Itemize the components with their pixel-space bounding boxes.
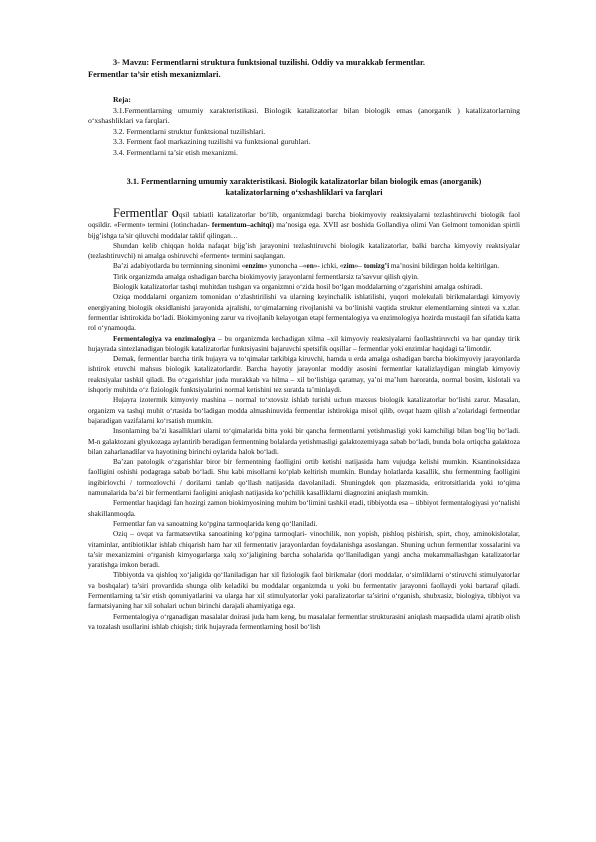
- paragraph: Insonlarning ba’zi kasalliklari ularni to‘qimalarida bitta yoki bir qancha fermentlarni yetishmasligi yoki kamchiligi bilan bog’liq bo‘ladi. M-n galaktozani glyukozaga aylantirib beradigan fermentning bolalarda yetishmasligi galaktozemiyaga sabab bo‘ladi, bunda bola ortiqcha galaktoza bilan zaharlanadilar va hayotining birinchi oylarida halok bo‘ladi.: [88, 427, 520, 456]
- paragraph: Oziq – ovqat va farmatsevtika sanoatining ko‘pgina tarmoqlari- vinochilik, non yopish, pishloq pishirish, spirt, choy, aminokislotalar, vitaminlar, antibiotiklar ishlab chiqarish ham har xil fermentativ jarayonlardan foydalanishga asoslangan. Shuning uchun fermentlar xossalarini va ta’sir mexanizmini o‘rganish kimyogarlarga xalq xo‘jaligining barcha sohalarida qo‘llaniladigan yangi ancha mukammallashgan katalizatorlar yaratishga imkon beradi.: [88, 530, 520, 570]
- topic-title-line-2: Fermentlar ta’sir etish mexanizmlari.: [88, 70, 221, 79]
- paragraph: Demak, fermentlar barcha tirik hujayra va to‘qimalar tarkibiga kiruvchi, hamda u erda amalga oshadigan barcha biokimyoviy jarayonlarda ishtirok etuvchi mahsus biologik katalizatorlardir. Barcha hayotiy jarayonlar moddiy asosini fermentlar katalizlaydigan minglab kimyoviy reaktsiyalar tashkil qiladi. Bu o‘zgarishlar juda murakkab va hilma – xil bo‘lishiga qaramay, ya’ni ma’lum haroratda, normal bosim, kislotali va ishqoriy muhitda o‘z fiziologik funktsiyalarini normal ketishini tez suratda ta’minlaydi.: [88, 355, 520, 395]
- paragraph: Fermentlar haqidagi fan hozirgi zamon biokimyosining muhim bo‘limini tashkil etadi, tibbiyotda esa – tibbiyot fermentalogiyasi yo‘nalishi shakillanmoqda.: [88, 499, 520, 518]
- paragraph-text: ) ma’nosiga ega. XVII asr boshida Gollandiya olimi Van Gelmont tomonidan spirtli bijg’ishga ta’sir qiluvchi moddalar taklif qilingan…: [88, 221, 520, 240]
- paragraph-text: qsil tabiatli katalizatorlar bo‘lib, organizmdagi barcha biokimyoviy reaktsiyalarni tezlashtiruvchi biologik faol oqsildir. «Ferment» termini (lotinchadan-: [88, 211, 520, 230]
- paragraph-text: – bu organizmda kechadigan xilma –xil kimyoviy reaktsiyalarni faollashtiruvchi va har qanday tirik hujayrada sintezlanadigan biologik katalizatorlar funktsiyasini bajaruvchi spetsifik oqsillar – fermentlar yoki enzimlar haqidagi ta’limotdir.: [88, 334, 520, 353]
- paragraph: Shundan kelib chiqqan holda nafaqat bijg’ish jarayonini tezlashtiruvchi biologik katalizatorlar, balki barcha kimyoviy reaktsiyalar (tezlashtiruvchi) ni amalga oshiruvchi «ferment» termini saqlangan.: [88, 241, 520, 261]
- bold-term: en: [306, 262, 314, 271]
- paragraph: Tibbiyotda va qishloq xo‘jaligida qo‘llaniladigan har xil fiziologik faol birikmalar (dori moddalar, o‘simliklarni o‘stiruvchi stimulyatorlar va boshqalar) ta’siri provardida shunga olib keladiki bu moddalar organizmda u yoki bu fermentativ jarayonni faollaydi yoki bartaraf qiladi. Fermentlarning ta’sir etish qonuniyatlarini va ularga har xil stimulyatorlar yoki paralizatorlar ta’sirini o‘rganish, shubxasiz, biologiya, tibbiyot va farmatsiyaning har xil sohalari uchun birinchi darajali ahamiyatiga ega.: [88, 571, 520, 611]
- paragraph: [88, 334, 520, 355]
- body-text: [88, 208, 520, 632]
- paragraph: Fermentalogiya o‘rganadigan masalalar doirasi juda ham keng, bu masalalar fermentlar strukturasini aniqlash maqsadida ularni ajratib olish va tozalash usullarini ishlab chiqish; tirik hujayrada fermentlarning hosil bo‘lish: [88, 612, 520, 631]
- paragraph: Hujayra izotermik kimyoviy mashina – normal to‘xtovsiz ishlab turishi uchun maxsus biologik katalizatorlar bo‘lishi zarur. Masalan, organizm va tashqi muhit o‘rtasida bo‘ladigan modda almashinuvida fermentlar ishtirokiga misol qilib, ovqat hazm qilish a’zolaridagi fermentlar bajaradigan vazifalarni ko‘rsatish mumkin.: [88, 396, 520, 425]
- plan-item: 3.1.Fermentlarning umumiy xarakteristikasi. Biologik katalizatorlar bilan biologik emas (anorganik ) katalizatorlarning o‘xshashliklari va farqlari.: [88, 105, 520, 126]
- bold-term: tomizg’i: [363, 262, 390, 271]
- section-title-line-2: katalizatorlarning o‘xshashliklari va farqlari: [225, 188, 383, 197]
- paragraph: [88, 261, 520, 271]
- section-title-line-1: 3.1. Fermentlarning umumiy xarakteristikasi. Biologik katalizatorlar bilan biologik emas (anorganik): [126, 177, 482, 186]
- topic-title: [88, 57, 518, 81]
- section-title: [88, 176, 520, 198]
- paragraph: Fermentlar fan va sanoatning ko‘pgina tarmoqlarida keng qo‘llaniladi.: [113, 519, 318, 528]
- bold-term: fermentum–achitqi: [211, 221, 272, 230]
- paragraph-text: »- ichki, «: [313, 262, 344, 271]
- paragraph-text: ma’nosini bildirgan holda keltirilgan.: [389, 262, 500, 271]
- plan-item: 3.4. Fermentlarni ta’sir etish mexanizmi.: [113, 147, 238, 157]
- bold-term: enzim: [245, 262, 264, 271]
- paragraph-text: »–: [354, 262, 364, 271]
- plan-item: 3.3. Ferment faol markazining tuzilishi va funktsional guruhlari.: [113, 137, 311, 147]
- paragraph-text: » yunoncha –«: [263, 262, 307, 271]
- bold-term: zim: [343, 262, 355, 271]
- paragraph: Biologik katalizatorlar tashqi muhitdan tushgan va organizmni o‘zida hosil bo‘lgan moddalarning o‘zgarishini amalga oshiradi.: [113, 283, 483, 292]
- paragraph: [88, 208, 520, 241]
- lead-letter: O: [171, 209, 179, 219]
- paragraph: Oziqa moddalarni organizm tomonidan o‘zlashtirilishi va ularning keyinchalik ishlatilishi, yuqori molekulali birikmalardagi kimyoviy energiyaning biologik oksidlanishi jarayonida ajralishi, to‘qimalarning rivojlanishi va bo‘linishi vaqtida struktur elementlarning sintezi va x.zlar. fermentlar ishtirokida bo‘ladi. Biokimyoning zarur va rivojlanib kelayotgan etapi fermentalogiya va enzimologiya hozirda mustaqil fan sifatida katta rol o‘ynamoqda.: [88, 293, 520, 333]
- plan-list: [88, 95, 520, 159]
- bold-term: Fermentalogiya va enzimalogiya: [113, 334, 216, 343]
- topic-title-line-1: 3- Mavzu: Fermentlarni struktura funktsional tuzilishi. Oddiy va murakkab fermentlar.: [113, 58, 425, 67]
- plan-item: 3.2. Fermentlarni struktur funktsional tuzilishlari.: [113, 126, 266, 136]
- paragraph-text: Ba’zi adabiyotlarda bu terminning sinonimi «: [113, 262, 246, 271]
- lead-word: Fermentlar: [113, 206, 168, 220]
- paragraph: Tirik organizmda amalga oshadigan barcha biokimyoviy jarayonlarni fermentlarsiz ta’savvur qilish qiyin.: [113, 272, 419, 281]
- plan-heading: Reja:: [113, 95, 131, 104]
- paragraph: Ba’zan patologik o‘zgarishlar biror bir fermentning faolligini ortib ketishi natijasida ham vujudga kelishi mumkin. Ksantinoksidaza faolligini oshishi podagraga sabab bo‘ladi. Shu kabi misollarni ko‘plab keltirish mumkin. Bunday holatlarda kasallik, shu fermentning faolligini ingibirlovchi / tormozlovchi / dorilarni tanlab qo‘llash natijasida davolaniladi. Shuningdek qon plazmasida, eritrotsitlarida yoki to‘qima namunalarida ba’zi bir fermentlarni faoligini aniqlash natijasida ko‘pchilik kasalliklarni diagnozini aniqlash mumkin.: [88, 458, 520, 498]
